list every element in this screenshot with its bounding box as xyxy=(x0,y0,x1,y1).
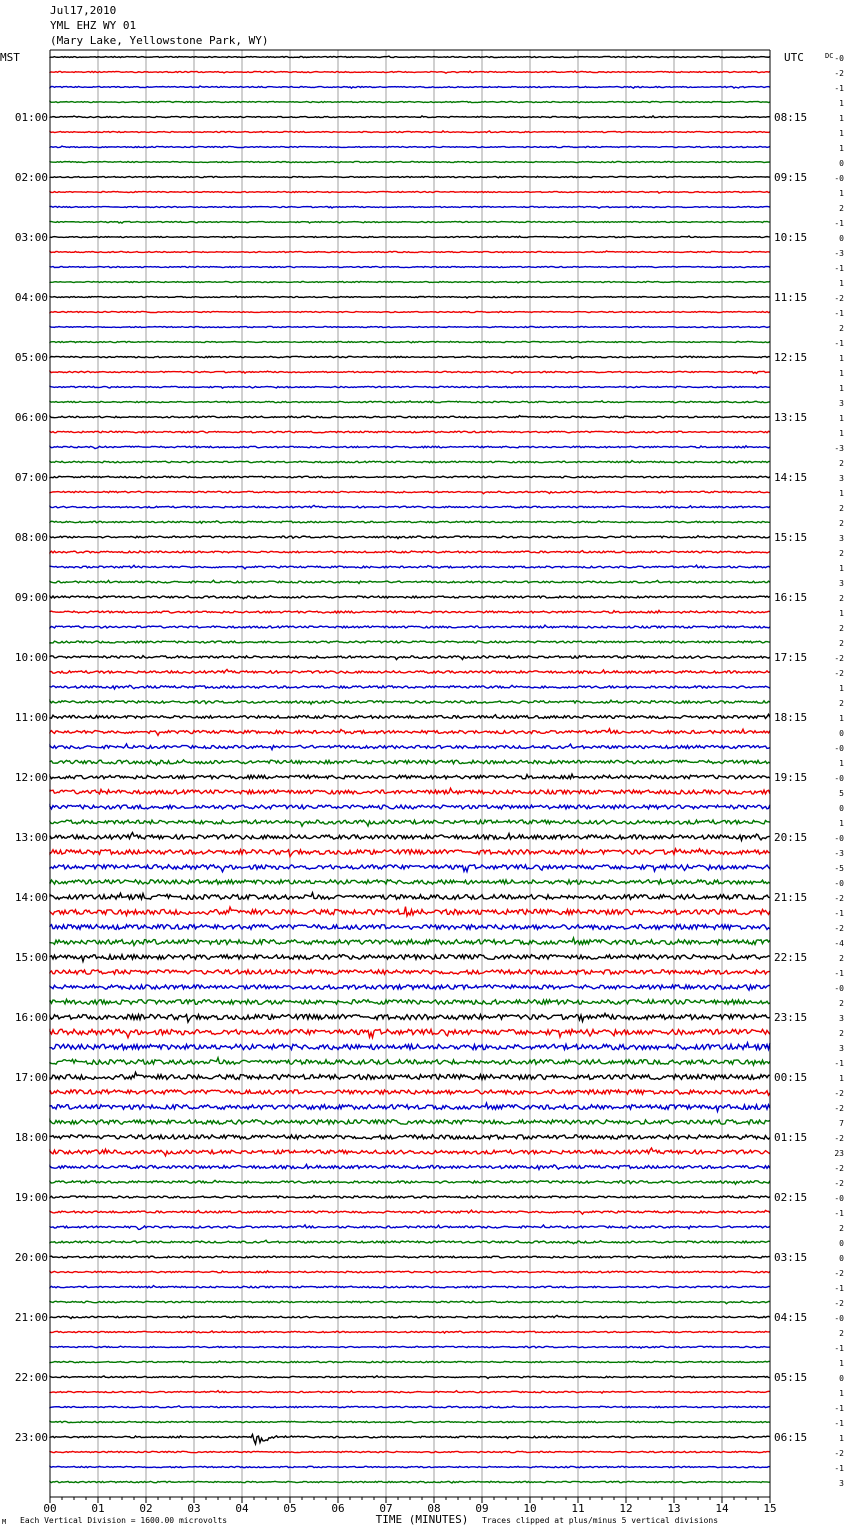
trace-line xyxy=(50,970,770,974)
dc-offset-label: 1 xyxy=(839,609,844,618)
left-hour-label: 17:00 xyxy=(14,1071,48,1084)
left-hour-label: 11:00 xyxy=(14,711,48,724)
trace-line xyxy=(50,521,770,523)
left-hour-label: 05:00 xyxy=(14,351,48,364)
x-axis-title: TIME (MINUTES) xyxy=(375,1513,469,1526)
left-hour-label: 10:00 xyxy=(14,651,48,664)
trace-line xyxy=(50,1210,770,1214)
dc-offset-label: 1 xyxy=(839,489,844,498)
dc-offset-label: -1 xyxy=(834,84,844,93)
scale-note: Each Vertical Division = 1600.00 microvolts xyxy=(20,1516,228,1525)
x-tick-label: 15 xyxy=(763,1502,777,1515)
dc-offset-label: -1 xyxy=(834,309,844,318)
trace-line xyxy=(50,476,770,478)
trace-line xyxy=(50,700,770,704)
dc-offset-label: 3 xyxy=(839,579,844,588)
trace-line xyxy=(50,1331,770,1333)
trace-line xyxy=(50,1090,770,1095)
dc-offset-label: -2 xyxy=(834,1164,844,1173)
trace-line xyxy=(50,1196,770,1198)
x-tick-label: 03 xyxy=(187,1502,201,1515)
dc-offset-label: 1 xyxy=(839,384,844,393)
x-tick-label: 14 xyxy=(715,1502,729,1515)
trace-line xyxy=(50,865,770,872)
dc-offset-label: -0 xyxy=(834,834,844,843)
dc-offset-label: -2 xyxy=(834,669,844,678)
dc-offset-label: -1 xyxy=(834,1404,844,1413)
trace-line xyxy=(50,356,770,358)
clip-note: Traces clipped at plus/minus 5 vertical divisions xyxy=(482,1516,719,1525)
dc-offset-label: 2 xyxy=(839,999,844,1008)
trace-line xyxy=(50,1029,770,1037)
trace-line xyxy=(50,1421,770,1422)
trace-line xyxy=(50,1135,770,1139)
dc-offset-label: 1 xyxy=(839,369,844,378)
dc-offset-label: 23 xyxy=(834,1149,844,1158)
trace-line xyxy=(50,341,770,342)
x-tick-label: 05 xyxy=(283,1502,297,1515)
trace-line xyxy=(50,1148,770,1156)
trace-line xyxy=(50,907,770,916)
trace-line xyxy=(50,161,770,162)
trace-line xyxy=(50,1451,770,1452)
dc-offset-label: 2 xyxy=(839,699,844,708)
trace-line xyxy=(50,131,770,133)
trace-line xyxy=(50,101,770,102)
right-hour-label: 20:15 xyxy=(774,831,808,844)
dc-offset-label: -1 xyxy=(834,1344,844,1353)
trace-line xyxy=(50,236,770,238)
trace-line xyxy=(50,744,770,750)
dc-offset-label: -0 xyxy=(834,1194,844,1203)
left-hour-label: 06:00 xyxy=(14,411,48,424)
dc-offset-label: 1 xyxy=(839,129,844,138)
dc-offset-label: 1 xyxy=(839,759,844,768)
x-tick-label: 09 xyxy=(475,1502,489,1515)
dc-offset-label: -2 xyxy=(834,69,844,78)
title-station: YML EHZ WY 01 xyxy=(50,19,137,32)
dc-offset-label: 1 xyxy=(839,99,844,108)
dc-offset-label: 1 xyxy=(839,414,844,423)
dc-offset-label: -0 xyxy=(834,54,844,63)
trace-line xyxy=(50,849,770,857)
dc-offset-label: -3 xyxy=(834,249,844,258)
trace-line xyxy=(50,461,770,463)
x-tick-label: 11 xyxy=(571,1502,585,1515)
trace-line xyxy=(50,371,770,373)
left-hour-label: 19:00 xyxy=(14,1191,48,1204)
trace-line xyxy=(50,656,770,660)
dc-offset-label: 2 xyxy=(839,549,844,558)
dc-offset-label: 3 xyxy=(839,534,844,543)
dc-offset-label: -1 xyxy=(834,1464,844,1473)
dc-offset-label: 1 xyxy=(839,429,844,438)
title-date: Jul17,2010 xyxy=(50,4,117,17)
left-hour-label: 04:00 xyxy=(14,291,48,304)
trace-line xyxy=(50,1481,770,1483)
trace-line xyxy=(50,431,770,433)
trace-line xyxy=(50,641,770,643)
trace-line xyxy=(50,71,770,73)
trace-line xyxy=(50,1376,770,1379)
dc-offset-label: 1 xyxy=(839,714,844,723)
dc-offset-label: 1 xyxy=(839,564,844,573)
trace-line xyxy=(50,1225,770,1230)
trace-line xyxy=(50,536,770,539)
trace-line xyxy=(50,1164,770,1169)
dc-offset-label: -2 xyxy=(834,294,844,303)
trace-line xyxy=(50,221,770,223)
right-hour-label: 17:15 xyxy=(774,651,808,664)
dc-offset-label: -2 xyxy=(834,894,844,903)
trace-line xyxy=(50,788,770,794)
dc-offset-label: 0 xyxy=(839,159,844,168)
dc-offset-label: -0 xyxy=(834,774,844,783)
left-hour-label: 23:00 xyxy=(14,1431,48,1444)
dc-offset-label: 3 xyxy=(839,1014,844,1023)
right-hour-label: 23:15 xyxy=(774,1011,808,1024)
trace-line xyxy=(50,714,770,718)
corner-mark: M xyxy=(2,1518,7,1526)
dc-offset-label: 1 xyxy=(839,279,844,288)
trace-line xyxy=(50,1286,770,1288)
trace-line xyxy=(50,1435,770,1444)
right-hour-label: 12:15 xyxy=(774,351,808,364)
right-hour-label: 01:15 xyxy=(774,1131,808,1144)
left-hour-label: 12:00 xyxy=(14,771,48,784)
trace-line xyxy=(50,760,770,765)
dc-offset-label: -1 xyxy=(834,1419,844,1428)
trace-line xyxy=(50,925,770,930)
dc-offset-label: 3 xyxy=(839,474,844,483)
dc-offset-label: 1 xyxy=(839,684,844,693)
dc-offset-label: 2 xyxy=(839,624,844,633)
dc-offset-label: 2 xyxy=(839,1224,844,1233)
left-hour-label: 07:00 xyxy=(14,471,48,484)
trace-line xyxy=(50,1180,770,1184)
trace-line xyxy=(50,1043,770,1050)
trace-line xyxy=(50,296,770,298)
right-hour-label: 13:15 xyxy=(774,411,808,424)
dc-offset-label: -2 xyxy=(834,924,844,933)
dc-offset-label: -0 xyxy=(834,1314,844,1323)
trace-line xyxy=(50,1271,770,1273)
trace-line xyxy=(50,401,770,403)
dc-offset-label: -1 xyxy=(834,1284,844,1293)
dc-offset-label: 1 xyxy=(839,1434,844,1443)
right-hour-label: 18:15 xyxy=(774,711,808,724)
trace-line xyxy=(50,729,770,736)
trace-line xyxy=(50,805,770,809)
left-hour-label: 18:00 xyxy=(14,1131,48,1144)
right-hour-label: 15:15 xyxy=(774,531,808,544)
x-tick-label: 04 xyxy=(235,1502,249,1515)
trace-line xyxy=(50,580,770,583)
trace-line xyxy=(50,176,770,177)
right-hour-label: 10:15 xyxy=(774,231,808,244)
x-tick-label: 08 xyxy=(427,1502,441,1515)
dc-offset-label: -2 xyxy=(834,1269,844,1278)
dc-offset-label: 0 xyxy=(839,1239,844,1248)
left-hour-label: 03:00 xyxy=(14,231,48,244)
title-location: (Mary Lake, Yellowstone Park, WY) xyxy=(50,34,269,47)
trace-line xyxy=(50,774,770,779)
trace-line xyxy=(50,386,770,388)
x-tick-label: 02 xyxy=(139,1502,153,1515)
right-hour-label: 14:15 xyxy=(774,471,808,484)
trace-line xyxy=(50,266,770,267)
x-tick-label: 01 xyxy=(91,1502,105,1515)
dc-offset-label: 5 xyxy=(839,789,844,798)
trace-line xyxy=(50,610,770,613)
trace-line xyxy=(50,281,770,282)
dc-offset-label: -2 xyxy=(834,1104,844,1113)
trace-line xyxy=(50,1315,770,1318)
left-hour-label: 16:00 xyxy=(14,1011,48,1024)
dc-offset-label: 3 xyxy=(839,1044,844,1053)
left-hour-label: 15:00 xyxy=(14,951,48,964)
dc-offset-label: 2 xyxy=(839,594,844,603)
trace-line xyxy=(50,1120,770,1124)
left-hour-label: 20:00 xyxy=(14,1251,48,1264)
left-hour-label: 01:00 xyxy=(14,111,48,124)
dc-offset-label: 1 xyxy=(839,1359,844,1368)
right-hour-label: 04:15 xyxy=(774,1311,808,1324)
right-hour-label: 22:15 xyxy=(774,951,808,964)
dc-offset-label: 1 xyxy=(839,114,844,123)
dc-offset-label: -0 xyxy=(834,174,844,183)
trace-line xyxy=(50,491,770,494)
trace-line xyxy=(50,1346,770,1348)
trace-line xyxy=(50,820,770,826)
dc-offset-label: -1 xyxy=(834,219,844,228)
x-tick-label: 10 xyxy=(523,1502,537,1515)
x-tick-label: 12 xyxy=(619,1502,633,1515)
right-hour-label: 05:15 xyxy=(774,1371,808,1384)
right-timezone-label: UTC xyxy=(784,51,804,64)
trace-line xyxy=(50,146,770,147)
right-hour-label: 03:15 xyxy=(774,1251,808,1264)
dc-offset-label: 2 xyxy=(839,954,844,963)
dc-offset-label: 1 xyxy=(839,1074,844,1083)
left-hour-label: 09:00 xyxy=(14,591,48,604)
trace-line xyxy=(50,1103,770,1111)
trace-line xyxy=(50,505,770,507)
trace-line xyxy=(50,669,770,673)
trace-line xyxy=(50,625,770,628)
dc-offset-label: 2 xyxy=(839,519,844,528)
dc-offset-label: -3 xyxy=(834,444,844,453)
left-hour-label: 22:00 xyxy=(14,1371,48,1384)
trace-line xyxy=(50,955,770,962)
trace-line xyxy=(50,191,770,193)
right-hour-label: 02:15 xyxy=(774,1191,808,1204)
trace-line xyxy=(50,938,770,946)
trace-line xyxy=(50,1072,770,1079)
dc-offset-label: -0 xyxy=(834,984,844,993)
dc-offset-label: -2 xyxy=(834,1179,844,1188)
x-tick-label: 06 xyxy=(331,1502,345,1515)
trace-line xyxy=(50,551,770,553)
trace-line xyxy=(50,116,770,118)
dc-offset-label: -4 xyxy=(834,939,844,948)
right-hour-label: 08:15 xyxy=(774,111,808,124)
dc-offset-label: -2 xyxy=(834,1134,844,1143)
right-hour-label: 11:15 xyxy=(774,291,808,304)
dc-offset-label: -1 xyxy=(834,969,844,978)
dc-header-label: DC xyxy=(825,52,834,60)
trace-line xyxy=(50,999,770,1004)
trace-line xyxy=(50,1013,770,1022)
left-hour-label: 02:00 xyxy=(14,171,48,184)
trace-line xyxy=(50,1361,770,1363)
x-tick-label: 00 xyxy=(43,1502,57,1515)
trace-line xyxy=(50,311,770,312)
right-hour-label: 00:15 xyxy=(774,1071,808,1084)
dc-offset-label: 7 xyxy=(839,1119,844,1128)
trace-line xyxy=(50,1301,770,1304)
dc-offset-label: -1 xyxy=(834,1059,844,1068)
dc-offset-label: 2 xyxy=(839,459,844,468)
left-hour-label: 21:00 xyxy=(14,1311,48,1324)
trace-line xyxy=(50,880,770,884)
trace-line xyxy=(50,446,770,449)
dc-offset-label: 3 xyxy=(839,399,844,408)
dc-offset-label: -1 xyxy=(834,264,844,273)
left-hour-label: 14:00 xyxy=(14,891,48,904)
dc-offset-label: 2 xyxy=(839,324,844,333)
right-hour-label: 19:15 xyxy=(774,771,808,784)
trace-line xyxy=(50,1240,770,1243)
dc-offset-label: -2 xyxy=(834,1089,844,1098)
trace-line xyxy=(50,1406,770,1408)
dc-offset-label: -1 xyxy=(834,1209,844,1218)
trace-line xyxy=(50,985,770,990)
dc-offset-label: -1 xyxy=(834,909,844,918)
trace-line xyxy=(50,596,770,599)
dc-offset-label: 0 xyxy=(839,804,844,813)
trace-line xyxy=(50,206,770,208)
trace-line xyxy=(50,685,770,689)
trace-line xyxy=(50,893,770,900)
dc-offset-label: 2 xyxy=(839,1029,844,1038)
dc-offset-label: 0 xyxy=(839,234,844,243)
x-tick-label: 13 xyxy=(667,1502,681,1515)
x-tick-label: 07 xyxy=(379,1502,393,1515)
dc-offset-label: 1 xyxy=(839,819,844,828)
right-hour-label: 09:15 xyxy=(774,171,808,184)
trace-line xyxy=(50,1058,770,1065)
right-hour-label: 06:15 xyxy=(774,1431,808,1444)
dc-offset-label: 1 xyxy=(839,189,844,198)
trace-line xyxy=(50,86,770,88)
dc-offset-label: -2 xyxy=(834,1449,844,1458)
dc-offset-label: -3 xyxy=(834,849,844,858)
trace-line xyxy=(50,833,770,841)
dc-offset-label: 1 xyxy=(839,144,844,153)
dc-offset-label: -2 xyxy=(834,654,844,663)
dc-offset-label: 0 xyxy=(839,1254,844,1263)
dc-offset-label: 1 xyxy=(839,1389,844,1398)
trace-line xyxy=(50,1466,770,1467)
trace-line xyxy=(50,1391,770,1394)
dc-offset-label: 1 xyxy=(839,354,844,363)
dc-offset-label: 2 xyxy=(839,504,844,513)
trace-line xyxy=(50,326,770,327)
dc-offset-label: -2 xyxy=(834,1299,844,1308)
dc-offset-label: 0 xyxy=(839,729,844,738)
dc-offset-label: -0 xyxy=(834,744,844,753)
trace-line xyxy=(50,416,770,419)
right-hour-label: 16:15 xyxy=(774,591,808,604)
left-timezone-label: MST xyxy=(0,51,20,64)
trace-line xyxy=(50,1256,770,1258)
right-hour-label: 21:15 xyxy=(774,891,808,904)
dc-offset-label: 2 xyxy=(839,204,844,213)
trace-line xyxy=(50,251,770,253)
trace-line xyxy=(50,565,770,569)
dc-offset-label: 2 xyxy=(839,1329,844,1338)
dc-offset-label: 0 xyxy=(839,1374,844,1383)
dc-offset-label: -1 xyxy=(834,339,844,348)
dc-offset-label: 3 xyxy=(839,1479,844,1488)
trace-line xyxy=(50,56,770,57)
dc-offset-label: 2 xyxy=(839,639,844,648)
dc-offset-label: -0 xyxy=(834,879,844,888)
left-hour-label: 13:00 xyxy=(14,831,48,844)
left-hour-label: 08:00 xyxy=(14,531,48,544)
dc-offset-label: -5 xyxy=(834,864,844,873)
